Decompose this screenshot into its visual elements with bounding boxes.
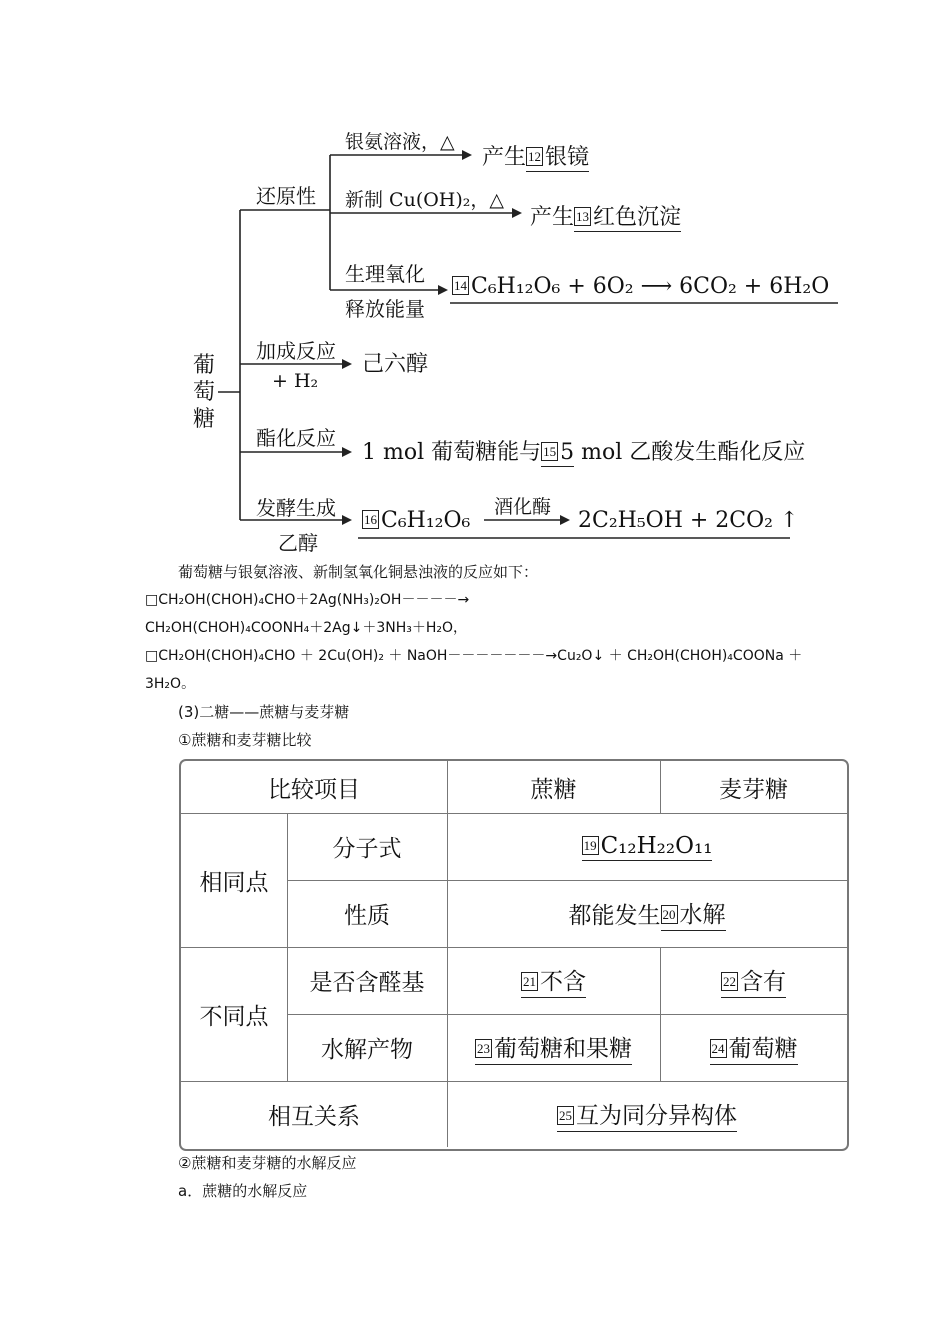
answer-number: 22	[723, 974, 736, 989]
answer-number: 14	[454, 278, 467, 293]
ferm-catalyst: 酒化酶	[494, 496, 552, 518]
answer-number: 24	[711, 1041, 725, 1056]
property-cell	[447, 880, 847, 947]
silver-result-answer: 银镜	[545, 145, 590, 170]
ester-result-prefix: 1 mol 葡萄糖能与	[362, 440, 542, 465]
ferm-reactant	[362, 508, 470, 534]
maltose-product-answer: 葡萄糖	[728, 1036, 798, 1062]
section-disaccharide: (3)二糖——蔗糖与麦芽糖	[178, 703, 350, 721]
property-prefix: 都能发生	[568, 903, 661, 929]
relation-answer: 互为同分异构体	[576, 1102, 737, 1129]
ferm-condition-1: 发酵生成	[256, 496, 336, 520]
subsection-compare: ①蔗糖和麦芽糖比较	[178, 731, 312, 749]
sucrose-aldehyde-cell	[447, 947, 660, 1014]
ferm-condition-2: 乙醇	[278, 531, 318, 555]
para-intro: 葡萄糖与银氨溶液、新制氢氧化铜悬浊液的反应如下：	[178, 563, 539, 581]
equation-silver-line2: CH₂OH(CHOH)₄COONH₄＋2Ag↓＋3NH₃＋H₂O，	[145, 620, 468, 636]
cu-result-answer: 红色沉淀	[593, 205, 682, 230]
ferm-reactant-text: C₆H₁₂O₆	[381, 508, 471, 533]
header-item: 比较项目	[268, 776, 360, 803]
ester-answer: 5	[560, 440, 575, 465]
root-glucose-label: 葡萄糖	[193, 353, 216, 432]
ferm-product: 2C₂H₅OH + 2CO₂ ↑	[578, 508, 799, 533]
ester-result-suffix: mol 乙酸发生酯化反应	[574, 440, 806, 465]
answer-number: 25	[559, 1107, 572, 1123]
property-label: 性质	[344, 903, 390, 929]
answer-number: 23	[477, 1041, 490, 1056]
sucrose-aldehyde-answer: 不含	[540, 969, 586, 995]
property-answer: 水解	[679, 902, 726, 928]
cu-result-prefix: 产生	[530, 205, 575, 230]
sucrose-product-answer: 葡萄糖和果糖	[494, 1036, 632, 1062]
maltose-aldehyde-cell	[660, 947, 847, 1014]
answer-number: 16	[364, 512, 377, 527]
cu-result	[530, 205, 681, 231]
answer-number: 15	[543, 444, 557, 459]
silver-result-prefix: 产生	[482, 145, 527, 170]
maltose-aldehyde-answer: 含有	[740, 969, 786, 995]
ester-result	[362, 440, 805, 466]
answer-number: 20	[662, 907, 676, 922]
equation-cu-line1: □CH₂OH(CHOH)₄CHO ＋ 2Cu(OH)₂ ＋ NaOH－－－－－－－→Cu₂O↓ ＋ CH₂OH(CHOH)₄COONa ＋	[145, 648, 803, 664]
silver-condition: 银氨溶液，△	[345, 131, 455, 153]
cu-condition: 新制 Cu(OH)₂，△	[345, 189, 505, 211]
answer-number: 13	[576, 209, 590, 224]
subsection-hydrolysis: ②蔗糖和麦芽糖的水解反应	[178, 1154, 357, 1172]
answer-number: 19	[583, 837, 597, 853]
add-reagent: + H₂	[272, 370, 319, 392]
relation-label: 相互关系	[268, 1103, 360, 1130]
product-label: 水解产物	[321, 1037, 413, 1063]
relation-cell	[447, 1081, 847, 1147]
answer-number: 21	[523, 974, 536, 989]
formula-answer: C₁₂H₂₂O₁₁	[600, 832, 713, 859]
same-points-label: 相同点	[199, 869, 269, 896]
add-result: 己六醇	[362, 352, 429, 377]
bio-equation	[452, 274, 829, 300]
equation-cu-line2: 3H₂O。	[145, 676, 196, 692]
header-maltose: 麦芽糖	[719, 776, 788, 803]
formula-cell	[447, 813, 847, 880]
header-sucrose: 蔗糖	[530, 776, 577, 803]
comparison-table	[179, 759, 849, 1151]
item-sucrose-hydrolysis: a．蔗糖的水解反应	[178, 1182, 308, 1200]
silver-result	[482, 145, 589, 171]
ester-condition: 酯化反应	[256, 426, 336, 450]
add-condition: 加成反应	[256, 339, 336, 363]
formula-label: 分子式	[332, 836, 402, 862]
equation-silver-line1: □CH₂OH(CHOH)₄CHO＋2Ag(NH₃)₂OH－－－－→	[145, 592, 470, 608]
reduction-label: 还原性	[256, 184, 316, 208]
sucrose-product-cell	[447, 1014, 660, 1081]
diff-points-label: 不同点	[199, 1003, 269, 1030]
aldehyde-label: 是否含醛基	[309, 970, 425, 996]
bio-condition-1: 生理氧化	[345, 262, 425, 286]
bio-equation-text: C₆H₁₂O₆ + 6O₂ ⟶ 6CO₂ + 6H₂O	[471, 274, 830, 299]
bio-condition-2: 释放能量	[345, 297, 425, 321]
answer-number: 12	[528, 149, 542, 164]
maltose-product-cell	[660, 1014, 847, 1081]
